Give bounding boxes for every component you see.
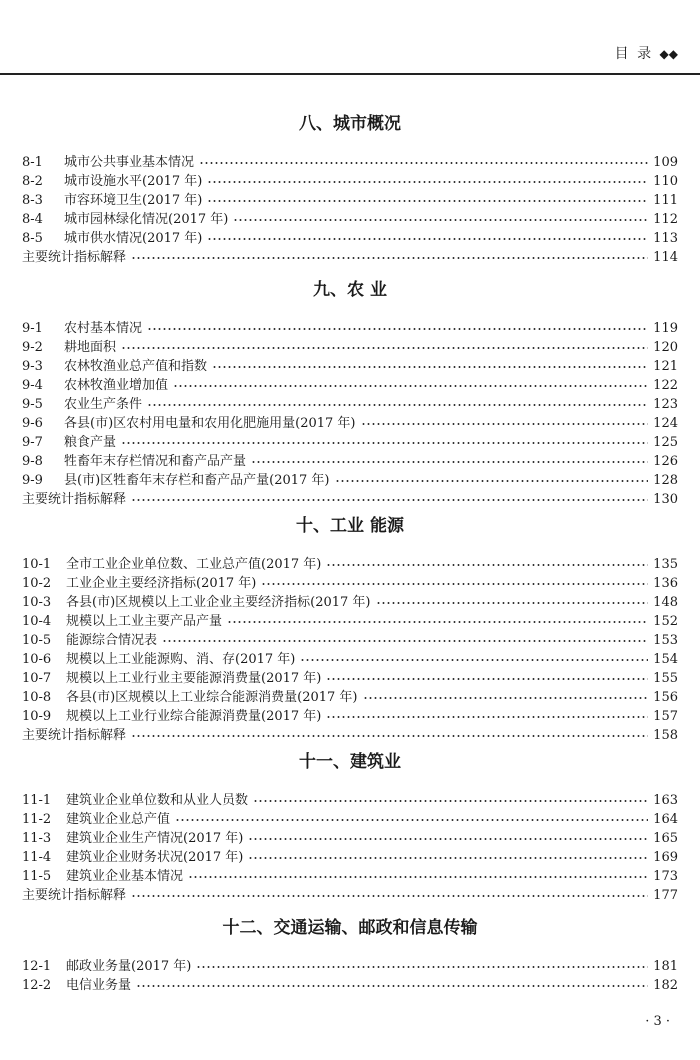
- dot-leader: [188, 876, 648, 878]
- entry-title: 建筑业企业总产值: [66, 812, 171, 827]
- entry-title: 主要统计指标解释: [22, 250, 127, 265]
- entry-title: 各县(市)区农村用电量和农用化肥施用量(2017 年): [64, 416, 356, 431]
- section-title: 十一、建筑业: [299, 752, 401, 772]
- entry-title: 建筑业企业单位数和从业人员数: [66, 793, 249, 808]
- toc-entry[interactable]: [0, 433, 700, 452]
- section-12: [0, 915, 700, 995]
- section-title: 十二、交通运输、邮政和信息传输: [222, 918, 478, 938]
- toc-entry[interactable]: [0, 210, 700, 229]
- entry-number: 10-7: [22, 671, 52, 686]
- entry-number: 8-1: [22, 155, 43, 170]
- entry-title: 规模以上工业行业主要能源消费量(2017 年): [66, 671, 322, 686]
- toc-entry[interactable]: [0, 414, 700, 433]
- section-title: 九、农 业: [313, 280, 387, 300]
- dot-leader: [207, 200, 648, 202]
- toc-entry[interactable]: [0, 957, 700, 976]
- entry-number: 10-3: [22, 595, 52, 610]
- toc-entry[interactable]: [0, 791, 700, 810]
- entry-title: 建筑业企业基本情况: [66, 869, 184, 884]
- dot-leader: [212, 366, 648, 368]
- entry-page: 177: [653, 888, 678, 903]
- dot-leader: [131, 257, 648, 259]
- toc-entry[interactable]: [0, 338, 700, 357]
- entry-title: 建筑业企业财务状况(2017 年): [66, 850, 244, 865]
- dot-leader: [147, 328, 648, 330]
- entry-title: 农业生产条件: [64, 397, 143, 412]
- entry-number: 9-2: [22, 340, 43, 355]
- dot-leader: [253, 800, 648, 802]
- entry-number: 11-3: [22, 831, 52, 846]
- entry-page: 154: [653, 652, 678, 667]
- entry-title: 农林牧渔业总产值和指数: [64, 359, 208, 374]
- dot-leader: [131, 499, 648, 501]
- entry-page: 173: [653, 869, 678, 884]
- entry-title: 城市园林绿化情况(2017 年): [64, 212, 229, 227]
- entry-page: 152: [653, 614, 678, 629]
- toc-entry[interactable]: [0, 555, 700, 574]
- entry-page: 110: [653, 174, 678, 189]
- toc-entry[interactable]: [0, 612, 700, 631]
- toc-entry[interactable]: [0, 172, 700, 191]
- toc-entry[interactable]: [0, 848, 700, 867]
- dot-leader: [251, 461, 648, 463]
- entry-page: 156: [653, 690, 678, 705]
- toc-entry[interactable]: [0, 810, 700, 829]
- diamond-icon: ◆◆: [659, 47, 678, 61]
- entry-number: 12-2: [22, 978, 52, 993]
- section-8: [0, 111, 700, 267]
- entry-number: 11-4: [22, 850, 52, 865]
- entry-page: 120: [653, 340, 678, 355]
- entry-title: 耕地面积: [64, 340, 117, 355]
- entry-title: 能源综合情况表: [66, 633, 158, 648]
- entry-page: 164: [653, 812, 678, 827]
- dot-leader: [121, 347, 648, 349]
- dot-leader: [227, 621, 648, 623]
- entry-page: 126: [653, 454, 678, 469]
- entry-title: 主要统计指标解释: [22, 888, 127, 903]
- entry-page: 123: [653, 397, 678, 412]
- entry-page: 122: [653, 378, 678, 393]
- toc-entry[interactable]: [0, 471, 700, 490]
- entry-title: 建筑业企业生产情况(2017 年): [66, 831, 244, 846]
- entry-number: 11-2: [22, 812, 52, 827]
- entry-number: 10-8: [22, 690, 52, 705]
- page-number: · 3 ·: [645, 1014, 670, 1029]
- entry-number: 12-1: [22, 959, 52, 974]
- dot-leader: [326, 716, 648, 718]
- entry-number: 11-5: [22, 869, 52, 884]
- toc-entry[interactable]: [0, 593, 700, 612]
- entry-page: 130: [653, 492, 678, 507]
- entry-page: 157: [653, 709, 678, 724]
- entry-page: 165: [653, 831, 678, 846]
- entry-page: 158: [653, 728, 678, 743]
- dot-leader: [376, 602, 649, 604]
- entry-page: 169: [653, 850, 678, 865]
- entry-title: 各县(市)区规模以上工业企业主要经济指标(2017 年): [66, 595, 371, 610]
- entry-title: 主要统计指标解释: [22, 728, 127, 743]
- entry-page: 148: [653, 595, 678, 610]
- entry-title: 城市公共事业基本情况: [64, 155, 195, 170]
- entry-number: 10-9: [22, 709, 52, 724]
- dot-leader: [199, 162, 648, 164]
- entry-page: 182: [653, 978, 678, 993]
- toc-entry-glossary[interactable]: [0, 886, 700, 905]
- toc-list: [0, 555, 700, 745]
- entry-page: 111: [653, 193, 678, 208]
- toc-list: [0, 153, 700, 267]
- toc-entry[interactable]: [0, 707, 700, 726]
- dot-leader: [207, 181, 648, 183]
- entry-number: 9-3: [22, 359, 43, 374]
- toc-entry[interactable]: [0, 319, 700, 338]
- toc-entry[interactable]: [0, 574, 700, 593]
- dot-leader: [300, 659, 648, 661]
- entry-title: 规模以上工业能源购、消、存(2017 年): [66, 652, 296, 667]
- toc-entry[interactable]: [0, 631, 700, 650]
- section-9: [0, 277, 700, 509]
- section-title: 八、城市概况: [299, 114, 401, 134]
- dot-leader: [162, 640, 648, 642]
- entry-number: 9-9: [22, 473, 43, 488]
- toc-entry[interactable]: [0, 452, 700, 471]
- entry-page: 135: [653, 557, 678, 572]
- dot-leader: [326, 678, 648, 680]
- entry-title: 工业企业主要经济指标(2017 年): [66, 576, 257, 591]
- entry-number: 9-6: [22, 416, 43, 431]
- entry-page: 121: [653, 359, 678, 374]
- entry-number: 8-3: [22, 193, 43, 208]
- toc-list: [0, 791, 700, 905]
- toc-entry-glossary[interactable]: [0, 726, 700, 745]
- entry-page: 181: [653, 959, 678, 974]
- toc-entry[interactable]: [0, 650, 700, 669]
- dot-leader: [196, 966, 648, 968]
- entry-number: 10-1: [22, 557, 52, 572]
- dot-leader: [173, 385, 648, 387]
- running-header: [615, 43, 678, 63]
- entry-number: 9-4: [22, 378, 43, 393]
- entry-number: 9-8: [22, 454, 43, 469]
- section-11: [0, 749, 700, 905]
- header-label: 目 录: [614, 46, 654, 62]
- toc-entry-glossary[interactable]: [0, 248, 700, 267]
- dot-leader: [207, 238, 648, 240]
- entry-title: 规模以上工业主要产品产量: [66, 614, 223, 629]
- entry-page: 153: [653, 633, 678, 648]
- entry-title: 全市工业企业单位数、工业总产值(2017 年): [66, 557, 322, 572]
- section-10: [0, 513, 700, 745]
- entry-title: 粮食产量: [64, 435, 117, 450]
- entry-number: 9-5: [22, 397, 43, 412]
- dot-leader: [326, 564, 648, 566]
- dot-leader: [233, 219, 648, 221]
- toc-list: [0, 319, 700, 509]
- entry-page: 114: [653, 250, 678, 265]
- dot-leader: [361, 423, 649, 425]
- entry-number: 8-4: [22, 212, 43, 227]
- dot-leader: [248, 857, 648, 859]
- entry-number: 9-7: [22, 435, 43, 450]
- entry-title: 农林牧渔业增加值: [64, 378, 169, 393]
- dot-leader: [121, 442, 648, 444]
- entry-title: 各县(市)区规模以上工业综合能源消费量(2017 年): [66, 690, 358, 705]
- dot-leader: [136, 985, 648, 987]
- entry-number: 10-6: [22, 652, 52, 667]
- toc-entry[interactable]: [0, 191, 700, 210]
- entry-title: 邮政业务量(2017 年): [66, 959, 192, 974]
- dot-leader: [131, 735, 648, 737]
- section-title: 十、工业 能源: [296, 516, 404, 536]
- toc-entry[interactable]: [0, 153, 700, 172]
- entry-number: 9-1: [22, 321, 43, 336]
- toc-entry[interactable]: [0, 376, 700, 395]
- dot-leader: [131, 895, 648, 897]
- dot-leader: [363, 697, 649, 699]
- toc-entry-glossary[interactable]: [0, 490, 700, 509]
- header-rule: [0, 73, 700, 75]
- dot-leader: [335, 480, 649, 482]
- entry-page: 113: [653, 231, 678, 246]
- entry-page: 163: [653, 793, 678, 808]
- dot-leader: [147, 404, 648, 406]
- dot-leader: [261, 583, 648, 585]
- entry-page: 109: [653, 155, 678, 170]
- toc-list: [0, 957, 700, 995]
- entry-title: 城市供水情况(2017 年): [64, 231, 203, 246]
- entry-page: 125: [653, 435, 678, 450]
- entry-title: 城市设施水平(2017 年): [64, 174, 203, 189]
- toc-entry[interactable]: [0, 395, 700, 414]
- entry-title: 规模以上工业行业综合能源消费量(2017 年): [66, 709, 322, 724]
- entry-number: 8-5: [22, 231, 43, 246]
- entry-title: 电信业务量: [66, 978, 132, 993]
- entry-number: 8-2: [22, 174, 43, 189]
- toc-entry[interactable]: [0, 688, 700, 707]
- entry-page: 136: [653, 576, 678, 591]
- entry-title: 牲畜年末存栏情况和畜产品产量: [64, 454, 247, 469]
- toc-entry[interactable]: [0, 976, 700, 995]
- entry-title: 主要统计指标解释: [22, 492, 127, 507]
- entry-number: 10-2: [22, 576, 52, 591]
- entry-page: 128: [653, 473, 678, 488]
- entry-page: 124: [653, 416, 678, 431]
- toc-entry[interactable]: [0, 357, 700, 376]
- toc-entry[interactable]: [0, 829, 700, 848]
- toc-entry[interactable]: [0, 229, 700, 248]
- dot-leader: [248, 838, 648, 840]
- entry-title: 农村基本情况: [64, 321, 143, 336]
- toc-entry[interactable]: [0, 867, 700, 886]
- toc-entry[interactable]: [0, 669, 700, 688]
- entry-page: 112: [653, 212, 678, 227]
- entry-number: 10-4: [22, 614, 52, 629]
- entry-number: 10-5: [22, 633, 52, 648]
- entry-page: 119: [653, 321, 678, 336]
- dot-leader: [175, 819, 648, 821]
- entry-title: 市容环境卫生(2017 年): [64, 193, 203, 208]
- entry-page: 155: [653, 671, 678, 686]
- entry-number: 11-1: [22, 793, 52, 808]
- entry-title: 县(市)区牲畜年末存栏和畜产品产量(2017 年): [64, 473, 330, 488]
